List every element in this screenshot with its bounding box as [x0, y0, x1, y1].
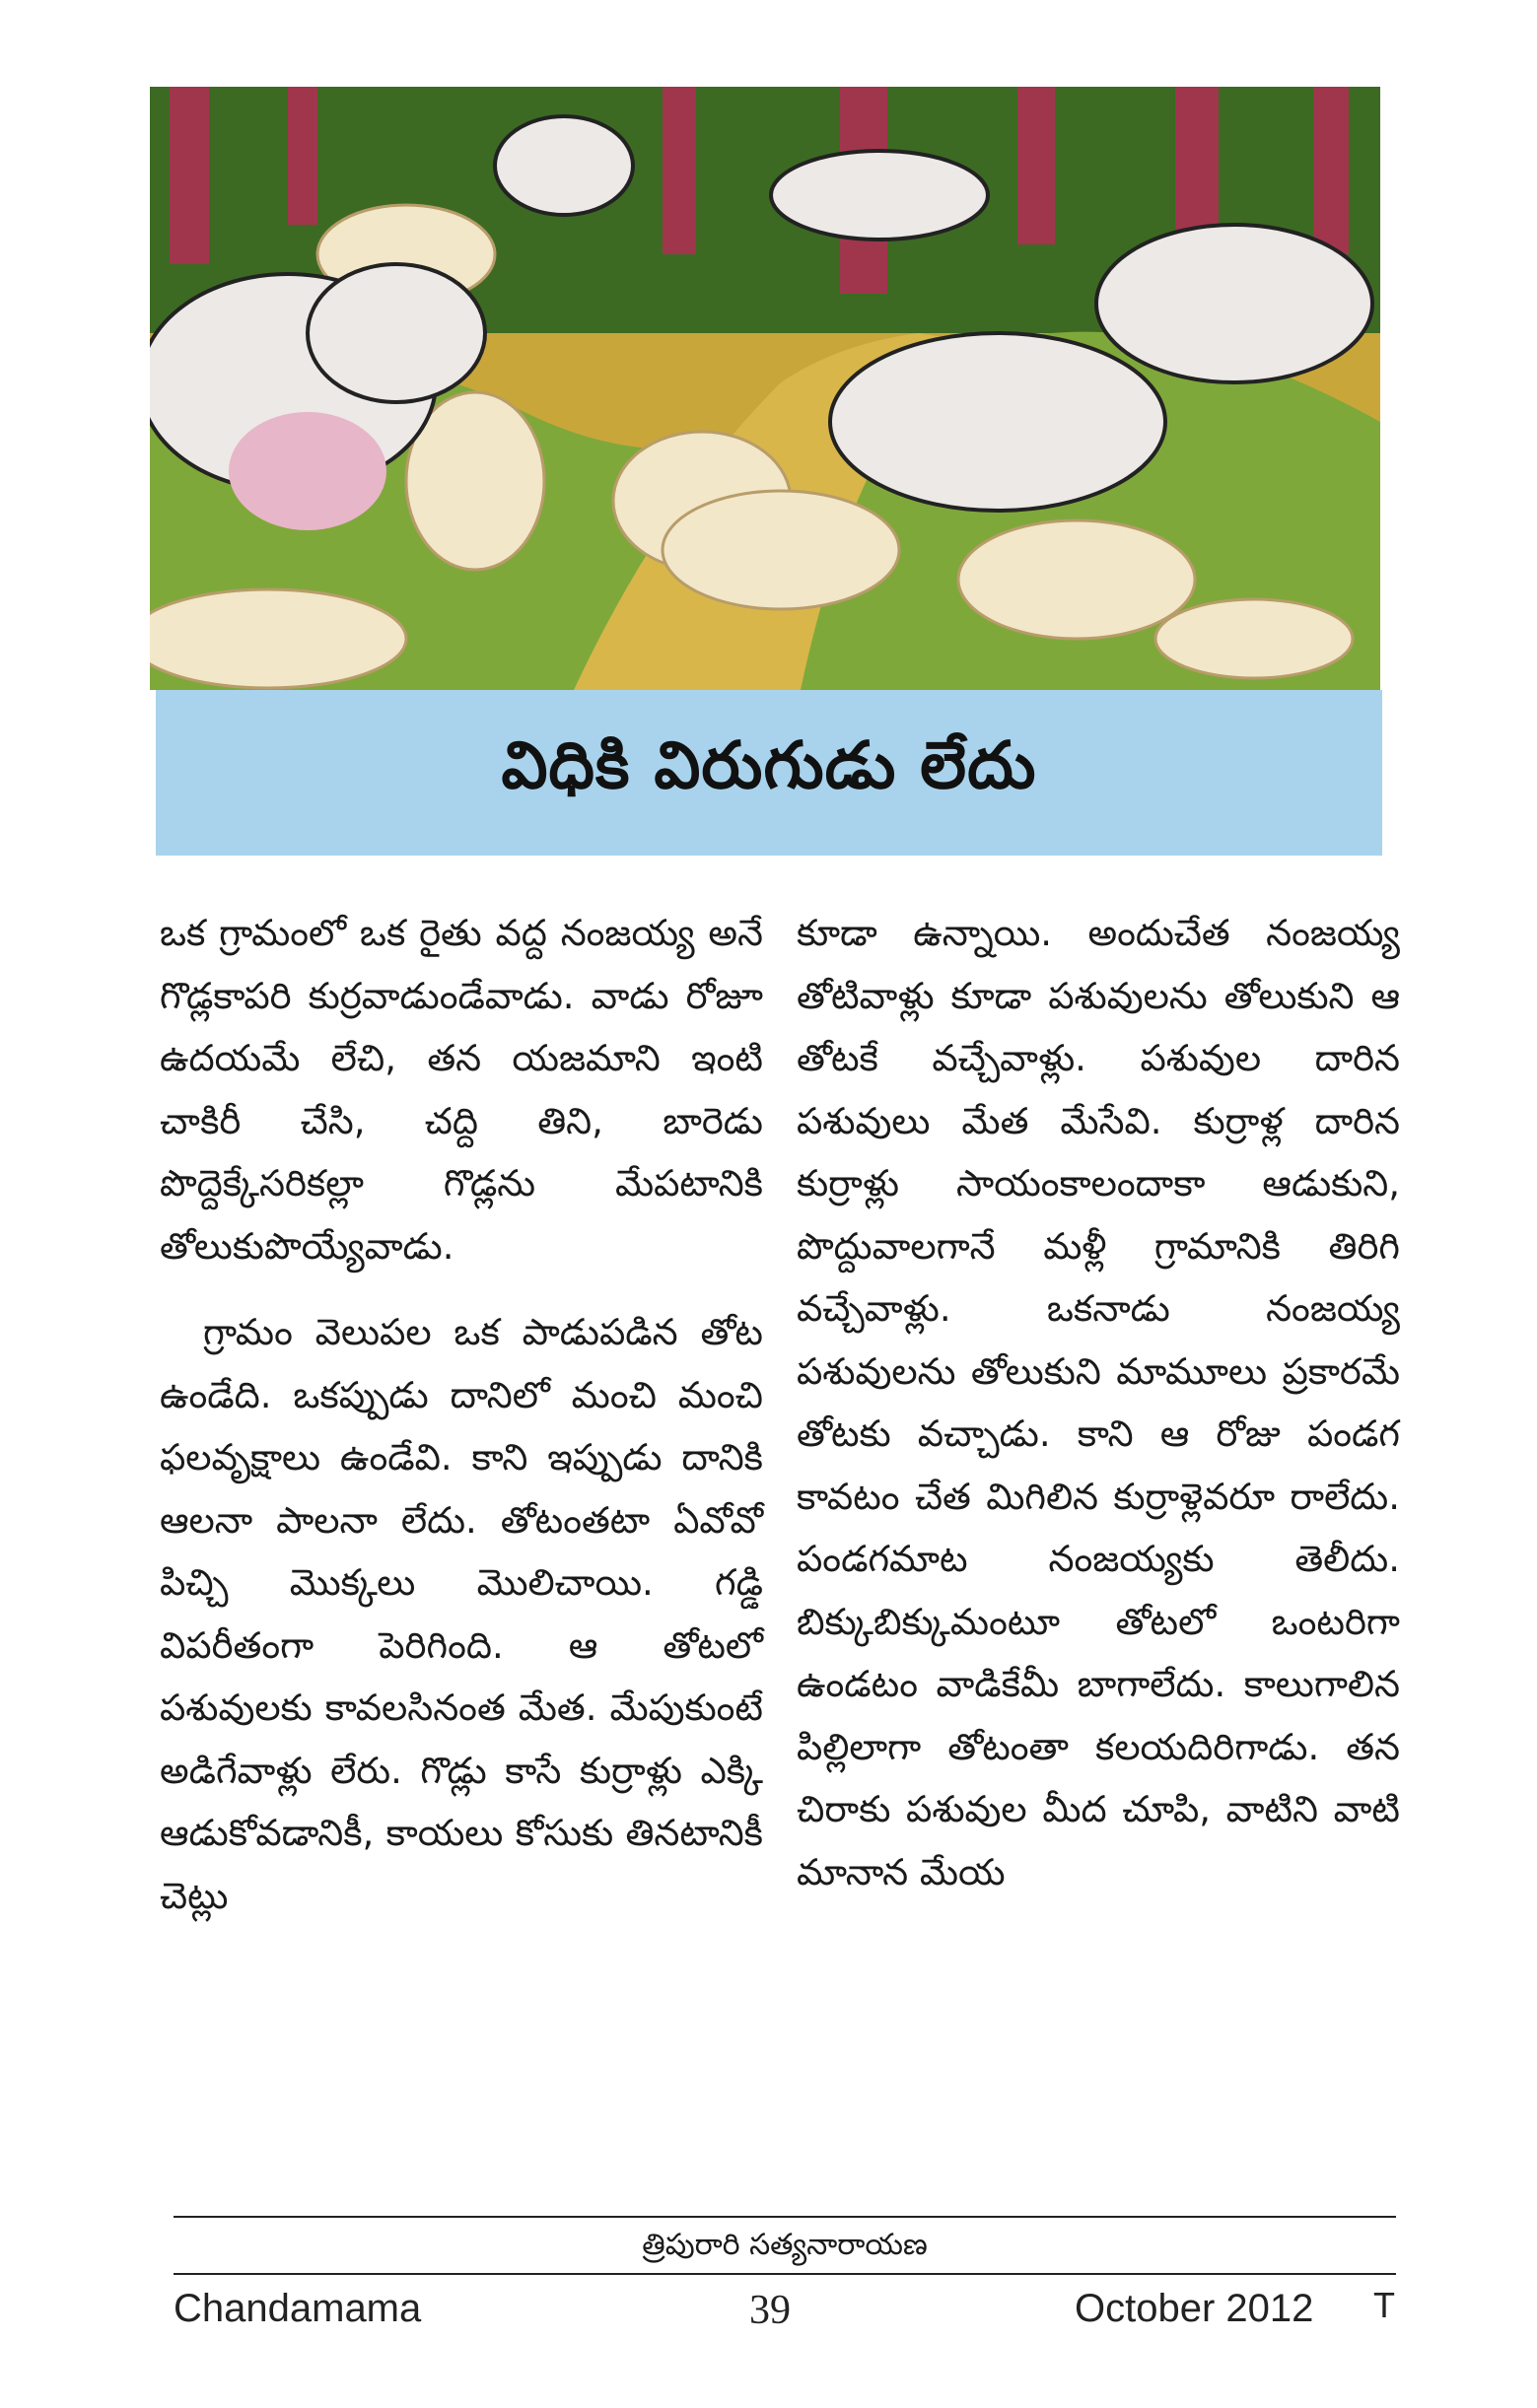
divider-top [174, 2216, 1396, 2218]
paragraph: కూడా ఉన్నాయి. అందుచేత నంజయ్య తోటివాళ్లు కూడా పశువులను తోలుకుని ఆ తోటకే వచ్చేవాళ్లు. పశువుల దారిన పశువులు మేత మేసేవి. కుర్రాళ్ల దారిన కుర్రాళ్లు సాయంకాలందాకా ఆడుకుని, పొద్దువాలగానే మళ్లీ గ్రామానికి తిరిగి వచ్చేవాళ్లు. ఒకనాడు నంజయ్య పశువులను తోలుకుని మామూలు ప్రకారమే తోటకు వచ్చాడు. కాని ఆ రోజు పండగ కావటం చేత మిగిలిన కుర్రాళ్లెవరూ రాలేదు. పండగమాట నంజయ్యకు తెలీదు. బిక్కుబిక్కుమంటూ తోటలో ఒంటరిగా ఉండటం వాడికేమీ బాగాలేదు. కాలుగాలిన పిల్లిలాగా తోటంతా కలయదిరిగాడు. తన చిరాకు పశువుల మీద చూపి, వాటిని వాటి మానాన మేయ [797, 912, 1400, 1893]
story-title: విధికి విరుగుడు లేదు [501, 726, 1037, 803]
cattle-in-forest-illustration-icon [150, 87, 1380, 690]
divider-bottom [174, 2273, 1396, 2275]
cow-shadow-tint [229, 412, 386, 530]
text-column-right [797, 902, 1400, 1903]
issue-date: October 2012 [1075, 2287, 1314, 2330]
magazine-name: Chandamama [174, 2287, 422, 2330]
title-band [156, 690, 1382, 856]
author-credit: త్రిపురారి సత్యనారాయణ [642, 2228, 928, 2262]
page-number: 39 [749, 2288, 791, 2333]
story-illustration [150, 87, 1380, 690]
paragraph: ఒక గ్రామంలో ఒక రైతు వద్ద నంజయ్య అనే గొడ్లకాపరి కుర్రవాడుండేవాడు. వాడు రోజూ ఉదయమే లేచి, తన యజమాని ఇంటి చాకిరీ చేసి, చద్ది తిని, బారెడు పొద్దెక్కేసరికల్లా గొడ్లను మేపటానికి తోలుకుపొయ్యేవాడు. [160, 912, 763, 1268]
paragraph: గ్రామం వెలుపల ఒక పాడుపడిన తోట ఉండేది. ఒకప్పుడు దానిలో మంచి మంచి ఫలవృక్షాలు ఉండేవి. కాని ఇప్పుడు దానికి ఆలనా పాలనా లేదు. తోటంతటా ఏవోవో పిచ్చి మొక్కలు మొలిచాయి. గడ్డి విపరీతంగా పెరిగింది. ఆ తోటలో పశువులకు కావలసినంత మేత. మేపుకుంటే అడిగేవాళ్లు లేరు. గొడ్లు కాసే కుర్రాళ్లు ఎక్కి ఆడుకోవడానికీ, కాయలు కోసుకు తినటానికీ చెట్లు [160, 1311, 763, 1917]
footer-mark: T [1373, 2285, 1395, 2325]
text-column-left [160, 902, 763, 1927]
